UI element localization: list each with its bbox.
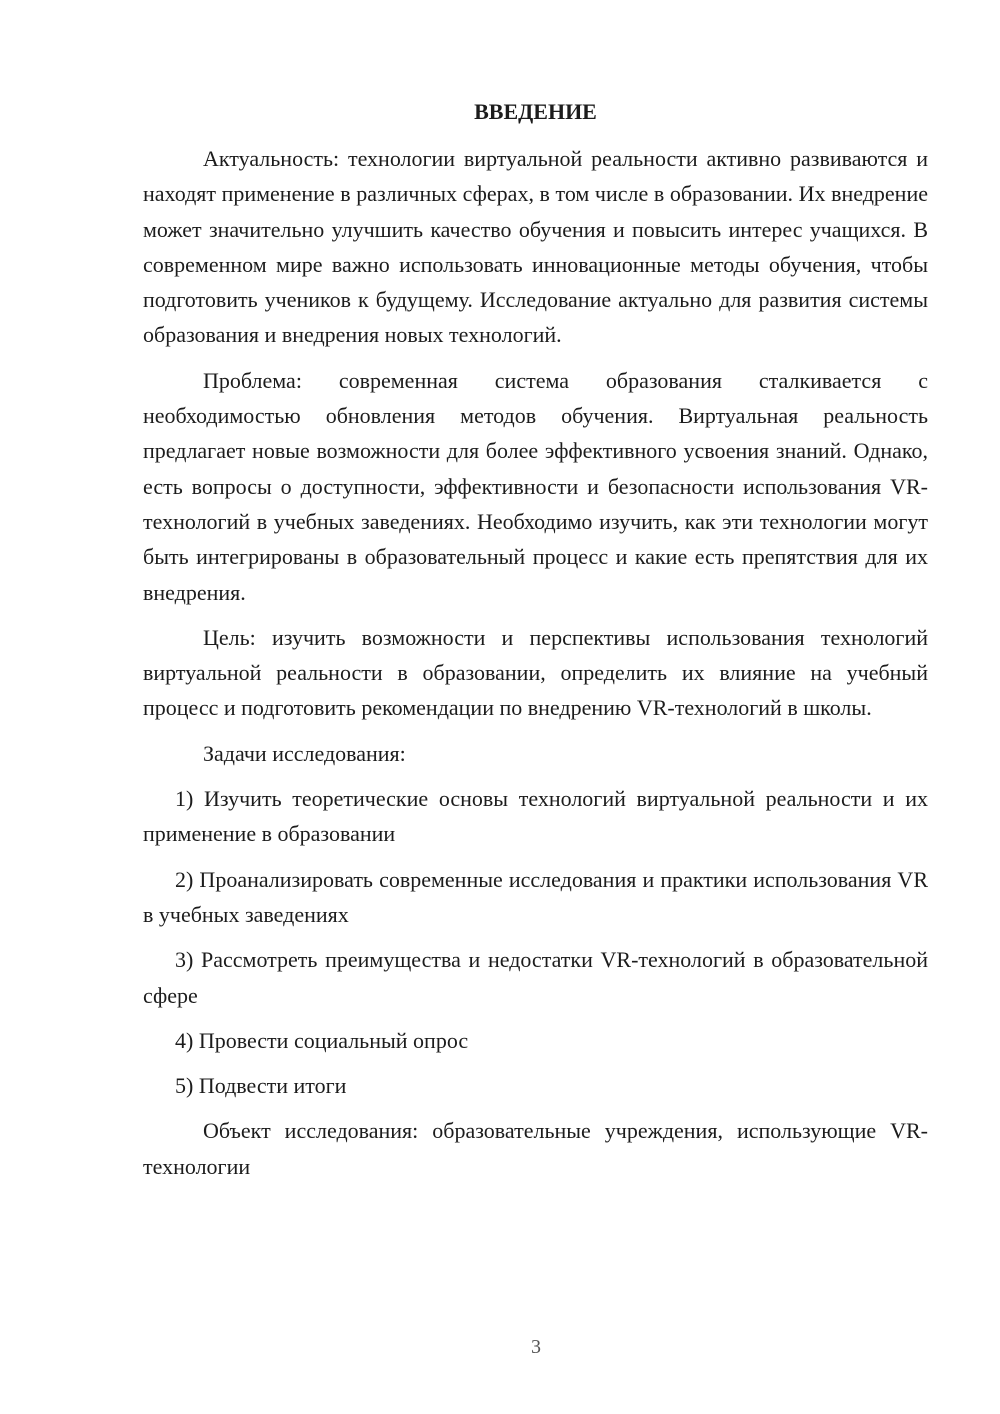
paragraph-tasks-intro: Задачи исследования: (203, 740, 406, 766)
paragraph-object: Объект исследования: образовательные учреждения, использующие VR-технологии (143, 1118, 928, 1179)
paragraph-relevance: Актуальность: технологии виртуальной реальности активно развиваются и находят применение в различных сферах, в том числе в образовании. Их внедрение может значительно улучшить качество обучения и повысить интерес учащихся. В современном мире важно использовать инновационные методы обучения, чтобы подготовить учеников к будущему. Исследование актуально для развития системы образования и внедрения новых технологий. (143, 146, 928, 348)
paragraph-goal: Цель: изучить возможности и перспективы использования технологий виртуальной реальности в образовании, определить их влияние на учебный процесс и подготовить рекомендации по внедрению VR-технологий в школы. (143, 624, 928, 721)
page-content (143, 94, 928, 1194)
task-list (143, 781, 928, 1103)
page-number: 3 (531, 1336, 541, 1358)
section-heading: ВВЕДЕНИЕ (474, 99, 597, 124)
task-item: 2) Проанализировать современные исследования и практики использования VR в учебных заведениях (143, 866, 928, 927)
paragraph-problem: Проблема: современная система образования сталкивается с необходимостью обновления методов обучения. Виртуальная реальность предлагает новые возможности для более эффективного усвоения знаний. Однако, есть вопросы о доступности, эффективности и безопасности использования VR-технологий в учебных заведениях. Необходимо изучить, как эти технологии могут быть интегрированы в образовательный процесс и какие есть препятствия для их внедрения. (143, 367, 928, 605)
task-item: 4) Провести социальный опрос (175, 1027, 469, 1053)
task-item: 5) Подвести итоги (175, 1073, 347, 1099)
task-item: 1) Изучить теоретические основы технологий виртуальной реальности и их применение в образовании (143, 786, 928, 847)
task-item: 3) Рассмотреть преимущества и недостатки VR-технологий в образовательной сфере (143, 947, 928, 1008)
